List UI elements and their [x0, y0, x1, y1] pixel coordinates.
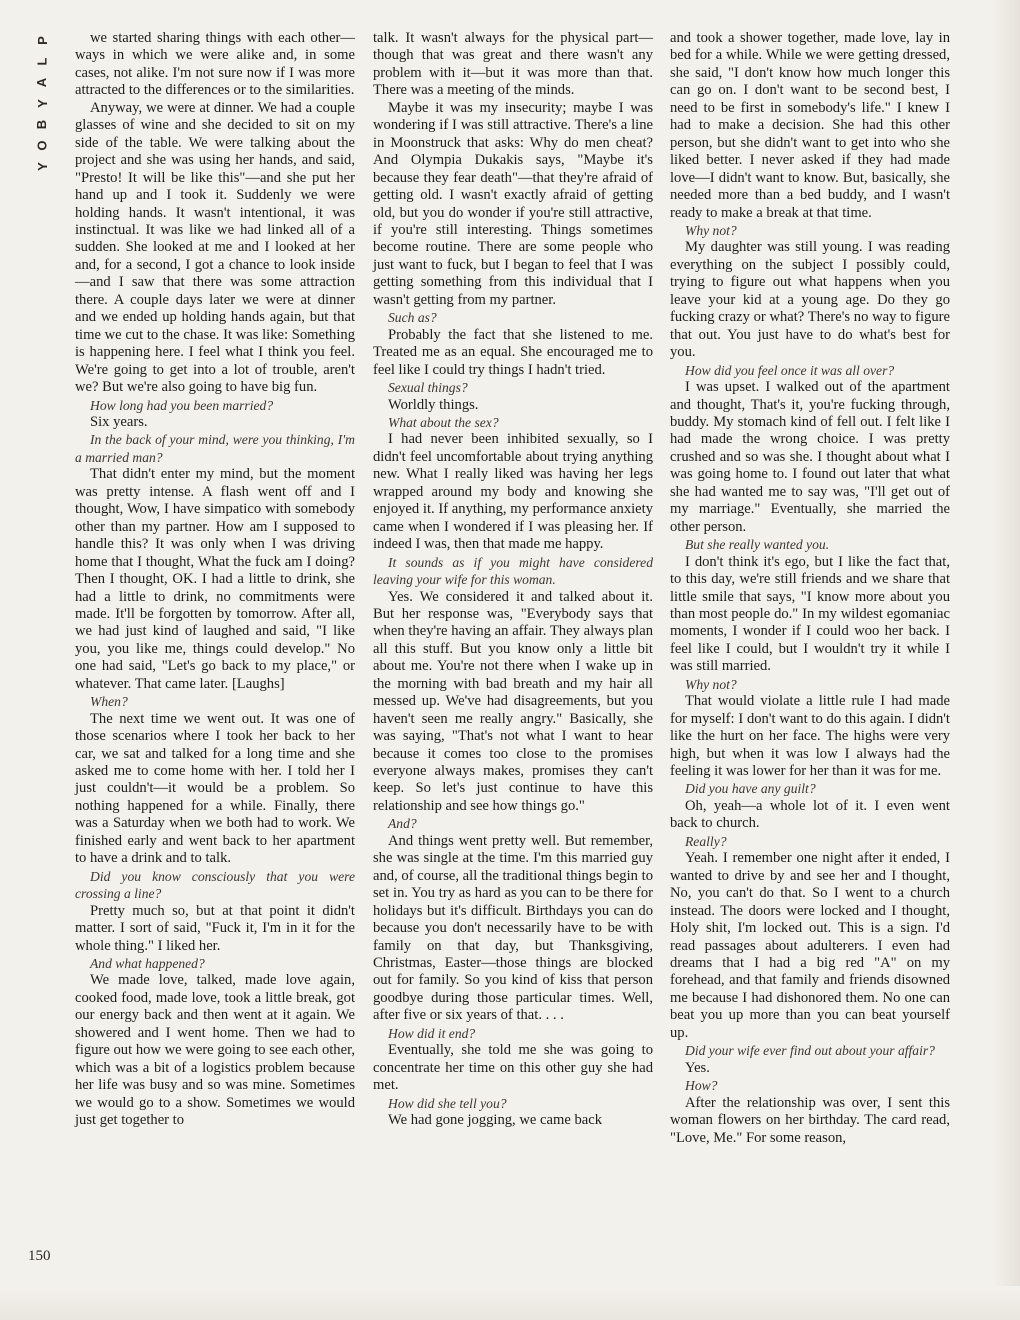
interview-question: In the back of your mind, were you thinking, I'm a married man?: [75, 432, 355, 465]
interview-answer: Eventually, she told me she was going to concentrate her time on this other guy she had met.: [373, 1042, 653, 1094]
masthead-letter: P: [34, 36, 50, 45]
interview-question: Really?: [685, 833, 727, 849]
interview-answer: Probably the fact that she listened to me. Treated me as an equal. She encouraged me to feel like I could try things I hadn't tried.: [373, 326, 653, 378]
interview-question: Sexual things?: [388, 380, 468, 396]
interview-answer: Yeah. I remember one night after it ended, I wanted to drive by and see her and I thought, No, you can't do that. So I went to a church instead. The doors were locked and I thought, Holy shit, I'm locked out. This is a sign. I'd read passages about adulterers. I even had dreams that I had a big red "A" on my forehead, and that family and friends disowned me because I had dishonored them. No one can beat you up more than you can beat yourself up.: [670, 850, 950, 1041]
interview-question: When?: [90, 694, 128, 710]
text-column-1: [75, 30, 355, 1130]
interview-answer: Anyway, we were at dinner. We had a couple glasses of wine and she decided to sit on my side of the table. We were talking about the project and she was using her hands, and said, "Presto! It will be like this"—and she put her hand up and I took it. Suddenly we were holding hands. It wasn't intentional, it was instinctual. It was like we had linked all of a sudden. She looked at me and I looked at her and, for a second, I got a chance to look inside—and I saw that there was some attraction there. A couple days later we were at dinner and we ended up holding hands again, but that time we cut to the chase. It was like: Something is happening here. I feel what I think you feel. We're going to get into a lot of trouble, aren't we? But we're also going to have big fun.: [75, 99, 355, 396]
interview-question: How?: [685, 1078, 718, 1094]
interview-answer: we started sharing things with each other—ways in which we were alike and, in some cases, not alike. I'm not sure now if I was more attracted to the differences or to the similarities.: [75, 30, 355, 99]
text-column-3: [670, 30, 950, 1147]
interview-question: And?: [388, 816, 417, 832]
masthead-letter: A: [34, 77, 50, 88]
interview-question: Did you have any guilt?: [685, 781, 816, 797]
interview-answer: Worldly things.: [388, 396, 479, 413]
page-number: 150: [28, 1248, 51, 1264]
interview-question: And what happened?: [90, 956, 205, 972]
interview-answer: The next time we went out. It was one of those scenarios where I took her back to her car, we sat and talked for a long time and she asked me to come home with her. I told her I just couldn't—it would be a problem. So nothing happened for a while. Finally, there was a Saturday when we both had to work. We finished early and went back to her apartment to have a drink and to talk.: [75, 710, 355, 867]
interview-answer: That would violate a little rule I had made for myself: I don't want to do this again. I didn't like the hurt on her face. The highs were very high, but when it was low I always had the feeling it was lower for her than it was for me.: [670, 693, 950, 780]
masthead-letter: B: [34, 119, 50, 130]
answer-continuation: talk. It wasn't always for the physical part—though that was great and there wasn't any problem with it—but it was more than that. There was a meeting of the minds.: [373, 30, 653, 99]
page-edge-shadow: [992, 0, 1020, 1320]
masthead-letter: O: [34, 140, 50, 151]
interview-question: Such as?: [388, 310, 437, 326]
interview-answer: We had gone jogging, we came back: [388, 1112, 603, 1129]
interview-answer: Maybe it was my insecurity; maybe I was wondering if I was still attractive. There's a line in Moonstruck that asks: Why do men cheat? And Olympia Dukakis says, "Maybe it's because they fear death"—that they're afraid of getting old. I wasn't exactly afraid of getting old, but you do wonder if you're still attractive, if you're still interesting. Things sometimes become routine. There are some people who just want to fuck, but I began to feel that I was getting something from this individual that I wasn't getting from my partner.: [373, 99, 653, 308]
text-column-2: [373, 30, 653, 1130]
interview-answer: Six years.: [90, 413, 148, 430]
interview-answer: I don't think it's ego, but I like the fact that, to this day, we're still friends and we share that little smile that says, "I know more about you than most people do." In my wildest egomaniac moments, I wonder if I could woo her back. I feel like I could, but I wouldn't try it while I was still married.: [670, 553, 950, 675]
interview-answer: Yes.: [685, 1059, 710, 1076]
answer-continuation: and took a shower together, made love, lay in bed for a while. While we were getting dressed, she said, "I don't know how much longer this can go on. I don't want to be second best, I need to be first in somebody's life." I knew I had to make a decision. She had this other person, but she didn't want to get into who she liked better. I never asked if they had made love—I didn't want to know. But, basically, she needed more than a bed buddy, and I wasn't ready to make a break at that time.: [670, 30, 950, 221]
masthead-letter: Y: [34, 99, 50, 108]
interview-answer: I had never been inhibited sexually, so I didn't feel uncomfortable about trying anything new. What I really liked was having her legs wrapped around my body and knowing she enjoyed it. If anything, my performance anxiety came when I wondered if I was pleasing her. If indeed I was, then that made me happy.: [373, 431, 653, 553]
interview-question: How did she tell you?: [388, 1095, 507, 1111]
interview-answer: And things went pretty well. But remember, she was single at the time. I'm this married guy and, of course, all the traditional things begin to set in. You try as hard as you can to be there for holidays but it's difficult. Birthdays you can do because you don't necessarily have to be with family on that day, but Thanksgiving, Christmas, Easter—those things are blocked out for family. So you kind of kiss that person goodbye during those particular times. Well, after five or six years of that. . . .: [373, 832, 653, 1024]
interview-question: But she really wanted you.: [685, 537, 830, 553]
interview-question: How did you feel once it was all over?: [685, 362, 895, 378]
interview-answer: Yes. We considered it and talked about it. But her response was, "Everybody says that when they're having an affair. They always plan all this stuff. But you know only a little bit about me. You're not there when I wake up in the morning with bad breath and my hair all messed up. We've had disagreements, but you haven't seen me really angry." Basically, she was saying, "That's not what I want to hear because it comes too close to the promises everyone always makes, promises they can't keep. So let's just continue to have this relationship and see how things go.": [373, 588, 653, 814]
interview-answer: My daughter was still young. I was reading everything on the subject I possibly could, trying to figure out what happens when you leave your kid at a young age. Do they go fucking crazy or what? There's no way to figure that out. You just have to do what's best for you.: [670, 239, 950, 361]
interview-answer: Oh, yeah—a whole lot of it. I even went back to church.: [670, 797, 950, 832]
interview-question: Why not?: [685, 222, 737, 238]
interview-question: How did it end?: [388, 1025, 476, 1041]
interview-question: Did your wife ever find out about your affair?: [685, 1043, 935, 1059]
interview-answer: That didn't enter my mind, but the moment was pretty intense. A flash went off and I thought, Wow, I have simpatico with somebody other than my partner. How am I supposed to handle this? It was only when I was driving home that I thought, What the fuck am I doing? Then I thought, OK. I had a little to drink, she had a little to drink, no commitments were made. It'll be forgotten by tomorrow. After all, we had just kind of laughed and said, "I like you, you like me, things could develop." No one had said, "Let's go back to my place," or whatever. That came later. [Laughs]: [75, 466, 355, 692]
interview-answer: We made love, talked, made love again, cooked food, made love, took a little break, got our energy back and then went at it again. We showered and I went home. Then we had to figure out how we were going to see each other, which was a bit of a logistics problem because her life was busy and so was mine. Sometimes we would go to a show. Sometimes we would just get together to: [75, 972, 355, 1129]
page-bottom-shade: [0, 1286, 1020, 1320]
masthead-letter: Y: [34, 162, 50, 171]
interview-answer: Pretty much so, but at that point it didn't matter. I sort of said, "Fuck it, I'm in it for the whole thing." I liked her.: [75, 902, 355, 954]
interview-answer: I was upset. I walked out of the apartment and thought, That's it, you're fucking through, buddy. My stomach kind of fell out. I felt like I had made the wrong choice. I was pretty crushed and so was she. I thought about what I was going home to. I found out later that what she had wanted me to say was, "I'll get out of my marriage." Eventually, she married the other person.: [670, 379, 950, 535]
interview-question: Did you know consciously that you were crossing a line?: [75, 868, 355, 902]
masthead-vertical: [30, 30, 54, 177]
masthead-letter: L: [34, 57, 50, 66]
interview-question: What about the sex?: [388, 414, 499, 430]
interview-question: Why not?: [685, 676, 737, 692]
interview-question: It sounds as if you might have considered leaving your wife for this woman.: [373, 554, 653, 588]
interview-question: How long had you been married?: [90, 397, 274, 413]
interview-answer: After the relationship was over, I sent this woman flowers on her birthday. The card read, "Love, Me." For some reason,: [670, 1094, 950, 1146]
